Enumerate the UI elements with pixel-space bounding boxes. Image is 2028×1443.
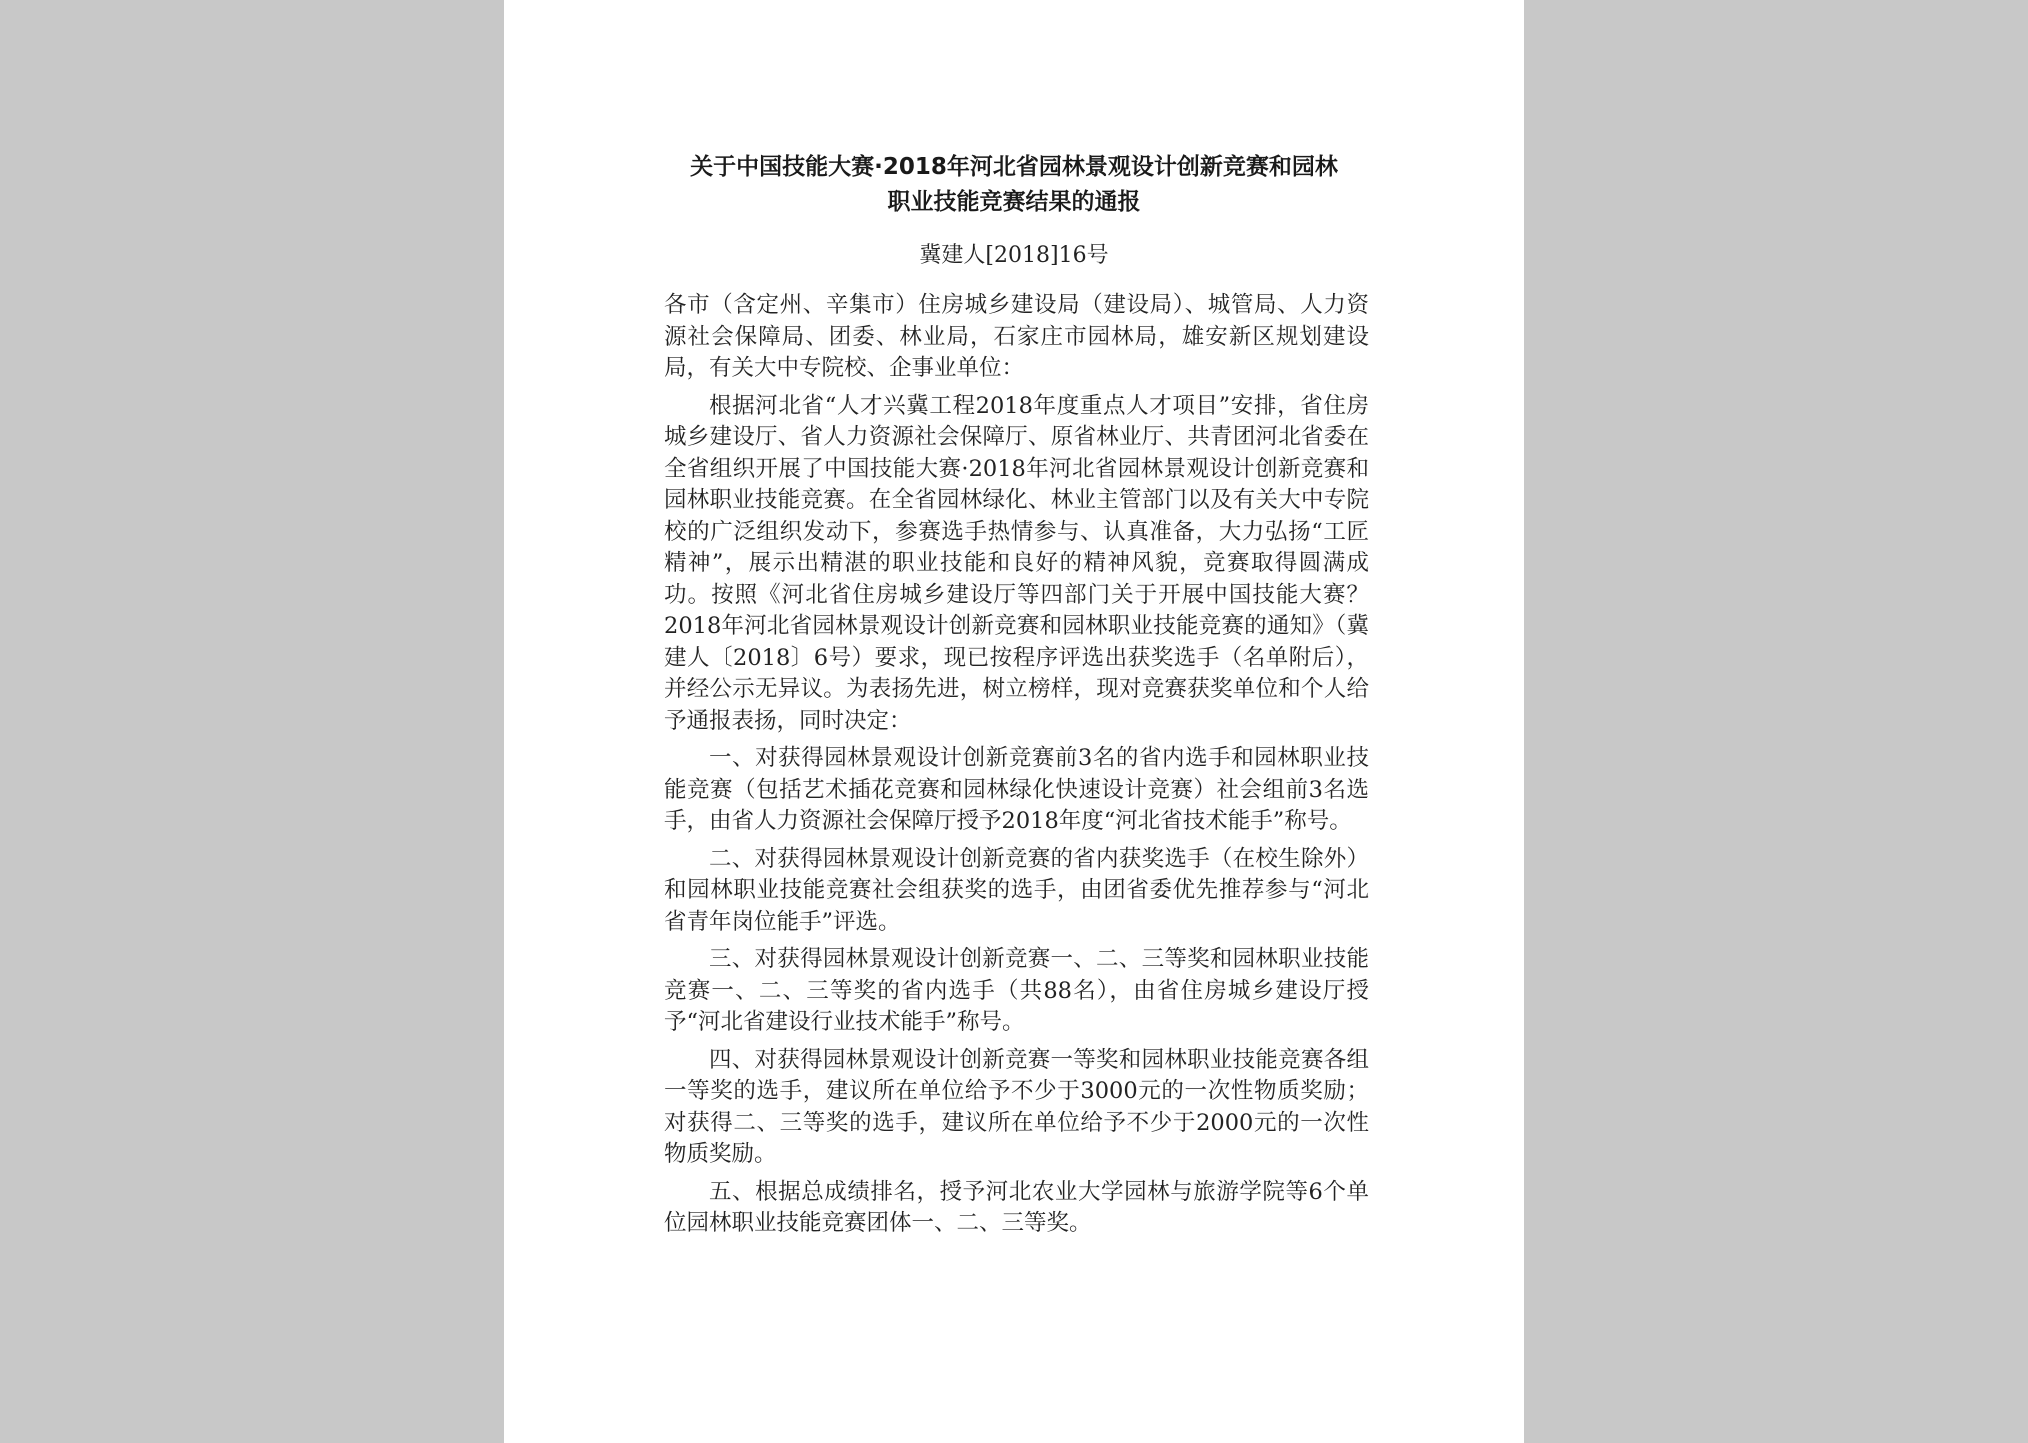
addressee: 各市（含定州、辛集市）住房城乡建设局（建设局）、城管局、人力资源社会保障局、团委、林业局，石家庄市园林局，雄安新区规划建设局，有关大中专院校、企事业单位： [664, 292, 1369, 381]
document-body [664, 290, 1369, 1246]
document-title-line-1: 关于中国技能大赛·2018年河北省园林景观设计创新竞赛和园林 [690, 154, 1338, 180]
paragraph-item-1: 一、对获得园林景观设计创新竞赛前3名的省内选手和园林职业技能竞赛（包括艺术插花竞赛和园林绿化快速设计竞赛）社会组前3名选手，由省人力资源社会保障厅授予2018年度“河北省技术能手”称号。 [664, 745, 1369, 834]
paragraph-item-2: 二、对获得园林景观设计创新竞赛的省内获奖选手（在校生除外）和园林职业技能竞赛社会组获奖的选手，由团省委优先推荐参与“河北省青年岗位能手”评选。 [664, 845, 1369, 935]
paragraph-item-5: 五、根据总成绩排名，授予河北农业大学园林与旅游学院等6个单位园林职业技能竞赛团体一、二、三等奖。 [664, 1178, 1369, 1236]
document-number: 冀建人[2018]16号 [919, 243, 1109, 268]
paragraph-item-3: 三、对获得园林景观设计创新竞赛一、二、三等奖和园林职业技能竞赛一、二、三等奖的省内选手（共88名），由省住房城乡建设厅授予“河北省建设行业技术能手”称号。 [664, 946, 1369, 1035]
document-page [504, 0, 1524, 1443]
paragraph-intro: 根据河北省“人才兴冀工程2018年度重点人才项目”安排，省住房城乡建设厅、省人力资源社会保障厅、原省林业厅、共青团河北省委在全省组织开展了中国技能大赛·2018年河北省园林景观设计创新竞赛和园林职业技能竞赛。在全省园林绿化、林业主管部门以及有关大中专院校的广泛组织发动下，参赛选手热情参与、认真准备，大力弘扬“工匠精神”，展示出精湛的职业技能和良好的精神风貌，竞赛取得圆满成功。按照《河北省住房城乡建设厅等四部门关于开展中国技能大赛？2018年河北省园林景观设计创新竞赛和园林职业技能竞赛的通知》（冀建人〔2018〕6号）要求，现已按程序评选出获奖选手（名单附后），并经公示无异议。为表扬先进，树立榜样，现对竞赛获奖单位和个人给予通报表扬，同时决定： [664, 392, 1369, 734]
paragraph-item-4: 四、对获得园林景观设计创新竞赛一等奖和园林职业技能竞赛各组一等奖的选手，建议所在单位给予不少于3000元的一次性物质奖励；对获得二、三等奖的选手，建议所在单位给予不少于2000元的一次性物质奖励。 [664, 1046, 1369, 1167]
document-title-line-2: 职业技能竞赛结果的通报 [887, 189, 1141, 215]
